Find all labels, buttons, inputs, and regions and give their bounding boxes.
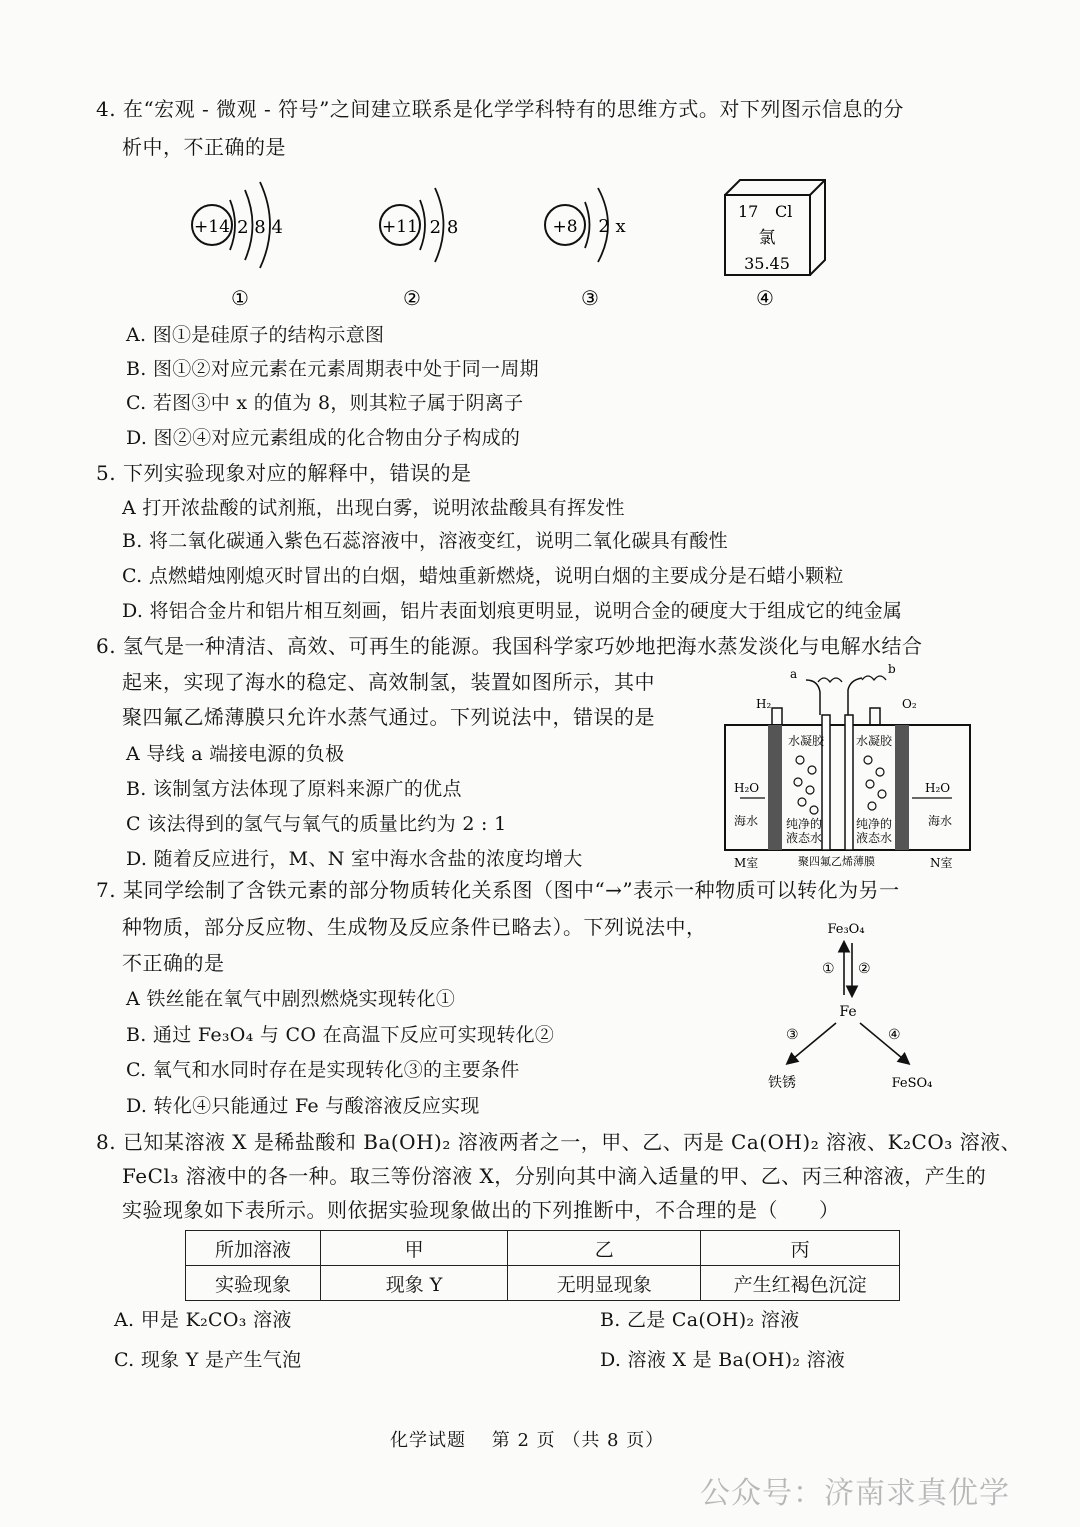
fig3-label: ③ — [581, 286, 599, 310]
q8-option-d: D. 溶液 X 是 Ba(OH)₂ 溶液 — [600, 1349, 846, 1371]
q4-figures — [180, 170, 840, 315]
q4-stem-line1: 4. 在“宏观 - 微观 - 符号”之间建立联系是化学学科特有的思维方式。对下列图示信息的分 — [96, 97, 904, 121]
h2-label: H₂ — [756, 697, 772, 711]
table-cell: 现象 Y — [320, 1266, 507, 1301]
q8-option-a: A. 甲是 K₂CO₃ 溶液 — [114, 1309, 292, 1331]
atom-structure-figure-1 — [192, 182, 283, 310]
h2o-left: H₂O — [734, 781, 760, 795]
fig2-shells: 2 8 — [429, 217, 459, 238]
table-cell: 所加溶液 — [186, 1231, 321, 1266]
arrow-1-label: ① — [822, 961, 835, 977]
fe-node: Fe — [839, 1004, 857, 1020]
table-cell: 实验现象 — [186, 1266, 321, 1301]
q4-option-d: D. 图②④对应元素组成的化合物由分子构成的 — [126, 427, 521, 449]
h2o-right: H₂O — [925, 781, 951, 795]
q8-stem-line1: 8. 已知某溶液 X 是稀盐酸和 Ba(OH)₂ 溶液两者之一，甲、乙、丙是 Ca(OH)₂ 溶液、K₂CO₃ 溶液、 — [96, 1130, 1022, 1154]
q8-option-b: B. 乙是 Ca(OH)₂ 溶液 — [600, 1309, 800, 1331]
q6-option-b: B. 该制氢方法体现了原料来源广的优点 — [126, 778, 462, 800]
q8-observation-table — [185, 1230, 900, 1301]
arrow-2-label: ② — [858, 961, 871, 977]
q7-option-b: B. 通过 Fe₃O₄ 与 CO 在高温下反应可实现转化② — [126, 1024, 555, 1046]
fig1-shells: 2 8 4 — [237, 217, 283, 238]
room-n-label: N室 — [930, 856, 953, 870]
arrow-3-label: ③ — [786, 1027, 799, 1043]
fig4-label: ④ — [756, 286, 774, 310]
q7-option-d: D. 转化④只能通过 Fe 与酸溶液反应实现 — [126, 1095, 480, 1117]
pure-water-left-1: 纯净的 — [786, 817, 823, 831]
fig2-nucleus: +11 — [382, 217, 418, 237]
table-row — [186, 1266, 900, 1301]
q6-stem-line3: 聚四氟乙烯薄膜只允许水蒸气通过。下列说法中，错误的是 — [122, 705, 655, 729]
page-footer: 化学试题 第 2 页 （共 8 页） — [390, 1430, 665, 1451]
q4-stem-line2: 析中，不正确的是 — [122, 135, 286, 159]
hydrogel-left: 水凝胶 — [788, 734, 825, 748]
q5-stem: 5. 下列实验现象对应的解释中，错误的是 — [96, 461, 472, 485]
fe3o4-node: Fe₃O₄ — [827, 922, 865, 937]
fig4-symbol: Cl — [775, 202, 793, 221]
o2-label: O₂ — [902, 697, 917, 711]
q6-option-c: C 该法得到的氢气与氧气的质量比约为 2 : 1 — [126, 813, 507, 835]
q7-option-c: C. 氧气和水同时存在是实现转化③的主要条件 — [126, 1059, 520, 1081]
fig4-name: 氯 — [758, 228, 776, 248]
q6-option-a: A 导线 a 端接电源的负极 — [126, 743, 345, 765]
pure-water-left-2: 液态水 — [786, 831, 823, 845]
q7-stem-line3: 不正确的是 — [122, 951, 225, 975]
table-cell: 甲 — [320, 1231, 507, 1266]
watermark: 公众号：济南求真优学 — [700, 1476, 1010, 1511]
rust-node: 铁锈 — [768, 1075, 796, 1091]
wire-b-label: b — [888, 662, 896, 676]
q8-option-c: C. 现象 Y 是产生气泡 — [114, 1349, 302, 1371]
table-header-row — [186, 1231, 900, 1266]
q5-option-c: C. 点燃蜡烛刚熄灭时冒出的白烟，蜡烛重新燃烧，说明白烟的主要成分是石蜡小颗粒 — [122, 565, 844, 587]
table-cell: 乙 — [508, 1231, 701, 1266]
q7-option-a: A 铁丝能在氧气中剧烈燃烧实现转化① — [126, 988, 456, 1010]
table-cell: 无明显现象 — [508, 1266, 701, 1301]
fig1-nucleus: +14 — [194, 217, 230, 237]
q4-option-c: C. 若图③中 x 的值为 8，则其粒子属于阴离子 — [126, 392, 524, 414]
table-cell: 产生红褐色沉淀 — [701, 1266, 900, 1301]
seawater-left: 海水 — [734, 814, 759, 828]
iron-conversion-diagram — [760, 915, 960, 1095]
seawater-right: 海水 — [928, 814, 953, 828]
q6-stem-line2: 起来，实现了海水的稳定、高效制氢，装置如图所示，其中 — [122, 670, 655, 694]
fig4-number: 17 — [738, 202, 759, 221]
q8-stem-line3: 实验现象如下表所示。则依据实验现象做出的下列推断中，不合理的是（ ） — [122, 1198, 840, 1222]
fig1-label: ① — [231, 286, 249, 310]
pure-water-right-2: 液态水 — [856, 831, 893, 845]
element-cell-figure-4 — [725, 180, 825, 310]
electrolysis-device-diagram — [720, 660, 980, 875]
fig4-mass: 35.45 — [744, 254, 790, 273]
membrane-label: 聚四氟乙烯薄膜 — [798, 855, 875, 868]
q4-option-b: B. 图①②对应元素在元素周期表中处于同一周期 — [126, 358, 539, 380]
arrow-4-label: ④ — [888, 1027, 901, 1043]
hydrogel-right: 水凝胶 — [856, 734, 893, 748]
q5-option-b: B. 将二氧化碳通入紫色石蕊溶液中，溶液变红，说明二氧化碳具有酸性 — [122, 530, 728, 552]
feso4-node: FeSO₄ — [891, 1076, 933, 1091]
q5-option-d: D. 将铝合金片和铝片相互刻画，铝片表面划痕更明显，说明合金的硬度大于组成它的纯金属 — [122, 600, 903, 622]
pure-water-right-1: 纯净的 — [856, 817, 893, 831]
q6-option-d: D. 随着反应进行，M、N 室中海水含盐的浓度均增大 — [126, 848, 583, 870]
q4-option-a: A. 图①是硅原子的结构示意图 — [126, 324, 385, 346]
q8-stem-line2: FeCl₃ 溶液中的各一种。取三等份溶液 X，分别向其中滴入适量的甲、乙、丙三种溶液，产生的 — [122, 1164, 987, 1188]
fig2-label: ② — [403, 286, 421, 310]
q6-stem-line1: 6. 氢气是一种清洁、高效、可再生的能源。我国科学家巧妙地把海水蒸发淡化与电解水结合 — [96, 634, 923, 658]
fig3-nucleus: +8 — [552, 217, 578, 237]
room-m-label: M室 — [734, 856, 759, 870]
q7-stem-line1: 7. 某同学绘制了含铁元素的部分物质转化关系图（图中“→”表示一种物质可以转化为另一 — [96, 878, 900, 902]
ion-structure-figure-3 — [545, 188, 626, 310]
q7-stem-line2: 种物质，部分反应物、生成物及反应条件已略去）。下列说法中， — [122, 915, 707, 939]
atom-structure-figure-2 — [380, 188, 458, 310]
wire-a-label: a — [790, 667, 798, 681]
fig3-shells: 2 x — [598, 216, 626, 237]
table-cell: 丙 — [701, 1231, 900, 1266]
q5-option-a: A 打开浓盐酸的试剂瓶，出现白雾，说明浓盐酸具有挥发性 — [122, 497, 625, 519]
